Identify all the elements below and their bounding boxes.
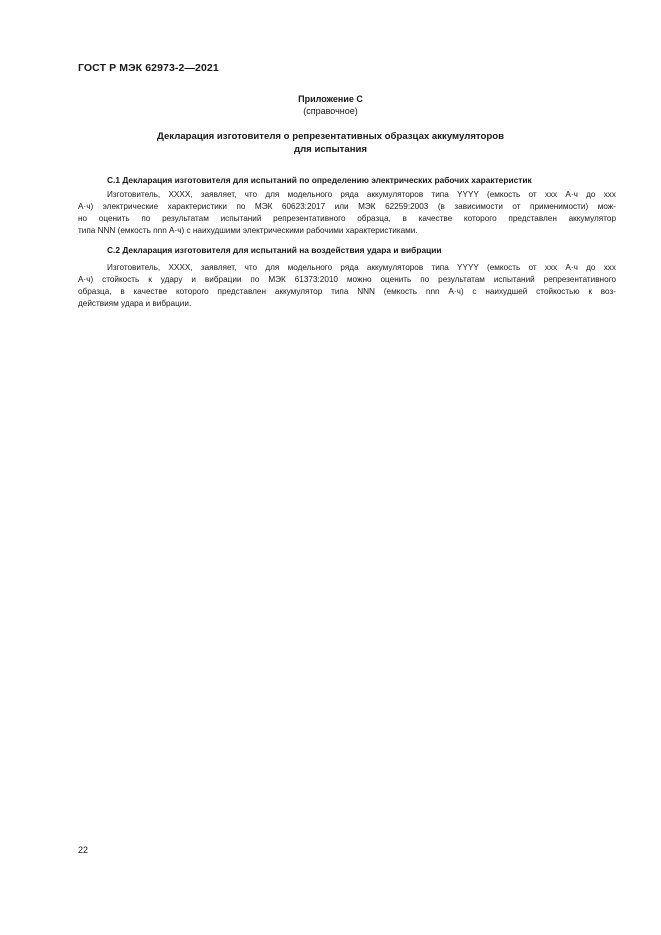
document-code: ГОСТ Р МЭК 62973-2—2021 [78,62,219,74]
paragraph-line: А·ч) электрические характеристики по МЭК 60623:2017 или МЭК 62259:2003 (в зависимости от применимости) мож- [78,202,616,211]
paragraph-line: образца, в качестве которого представлен аккумулятор типа NNN (емкость nnn А·ч) с наихудшей стойкостью к воз- [78,287,616,296]
paragraph-line: А·ч) стойкость к удару и вибрации по МЭК 61373:2010 можно оценить по результатам испытаний репрезентативного [78,275,616,284]
paragraph-line: Изготовитель, ХХХХ, заявляет, что для модельного ряда аккумуляторов типа YYYY (емкость от ххх А·ч до ххх [107,190,616,199]
section-heading-c2: С.2 Декларация изготовителя для испытаний на воздействия удара и вибрации [107,245,442,255]
section-paragraph-c1 [78,189,616,237]
paragraph-line: типа NNN (емкость nnn А·ч) с наихудшими электрическими рабочими характеристиками. [78,226,418,235]
paragraph-line: действиям удара и вибрации. [78,299,192,308]
section-paragraph-c2 [78,262,616,310]
main-title-line-1: Декларация изготовителя о репрезентативных образцах аккумуляторов [157,131,504,142]
main-title-line-2: для испытания [294,144,367,155]
annex-title: Приложение С [298,94,363,104]
page-number: 22 [78,845,89,855]
main-title [0,130,661,156]
paragraph-line: Изготовитель, ХХХХ, заявляет, что для модельного ряда аккумуляторов типа YYYY (емкость от ххх А·ч до ххх [107,263,616,272]
section-heading-c1: С.1 Декларация изготовителя для испытаний по определению электрических рабочих характеристик [107,175,532,185]
paragraph-line: но оценить по результатам испытаний репрезентативного образца, в качестве которого представлен аккумулятор [78,214,616,223]
annex-status: (справочное) [303,106,358,116]
